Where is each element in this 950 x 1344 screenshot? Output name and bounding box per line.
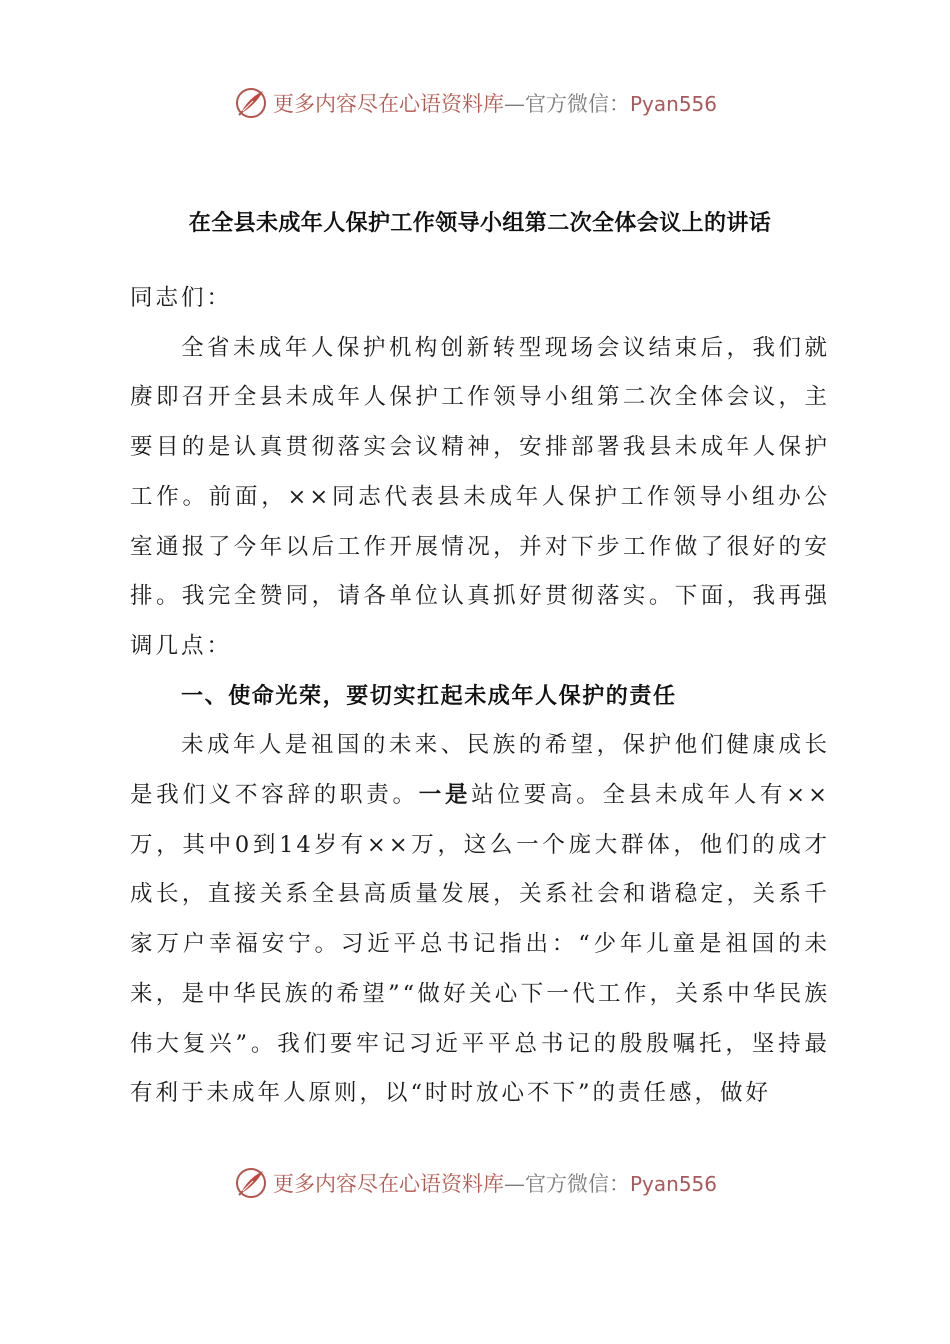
banner-wechat-id: Pyan556 [629, 1172, 717, 1196]
section-heading: 一、使命光荣，要切实扛起未成年人保护的责任 [181, 683, 677, 709]
banner-wechat-label: 官方微信： [524, 92, 630, 116]
banner-wechat-label: 官方微信： [524, 1172, 630, 1196]
section-paragraph [130, 721, 830, 1119]
banner-text [273, 1168, 717, 1198]
section-paragraph-bold-lead: 一是 [418, 782, 472, 809]
header-banner [0, 83, 950, 123]
banner-text [273, 88, 717, 118]
banner-separator: — [503, 92, 525, 116]
banner-wechat-id: Pyan556 [629, 92, 717, 116]
banner-main-text: 更多内容尽在心语资料库 [272, 92, 504, 116]
intro-paragraph: 全省未成年人保护机构创新转型现场会议结束后，我们就赓即召开全县未成年人保护工作领导小组第二次全体会议，主要目的是认真贯彻落实会议精神，安排部署我县未成年人保护工作。前面，××同志代表县未成年人保护工作领导小组办公室通报了今年以后工作开展情况，并对下步工作做了很好的安排。我完全赞同，请各单位认真抓好贯彻落实。下面，我再强调几点： [130, 334, 830, 659]
section-paragraph-text-a: 未成年人是祖国的未来、民族的希望，保护他们健康成长是我们义不容辞的职责。 [130, 732, 830, 809]
feather-pen-logo-icon [233, 1165, 269, 1201]
feather-pen-logo-icon [233, 85, 269, 121]
document-title: 在全县未成年人保护工作领导小组第二次全体会议上的讲话 [188, 211, 772, 236]
document-body [130, 204, 830, 1119]
banner-separator: — [503, 1172, 525, 1196]
banner-main-text: 更多内容尽在心语资料库 [272, 1172, 504, 1196]
salutation: 同志们： [130, 285, 233, 311]
section-paragraph-text-b: 站位要高。全县未成年人有××万，其中0到14岁有××万，这么一个庞大群体，他们的成才成长，直接关系全县高质量发展，关系社会和谐稳定，关系千家万户幸福安宁。习近平总书记指出：“少年儿童是祖国的未来，是中华民族的希望”“做好关心下一代工作，关系中华民族伟大复兴”。我们要牢记习近平平总书记的殷殷嘱托，坚持最有利于未成年人原则，以“时时放心不下”的责任感，做好 [130, 782, 830, 1107]
footer-banner [0, 1163, 950, 1203]
